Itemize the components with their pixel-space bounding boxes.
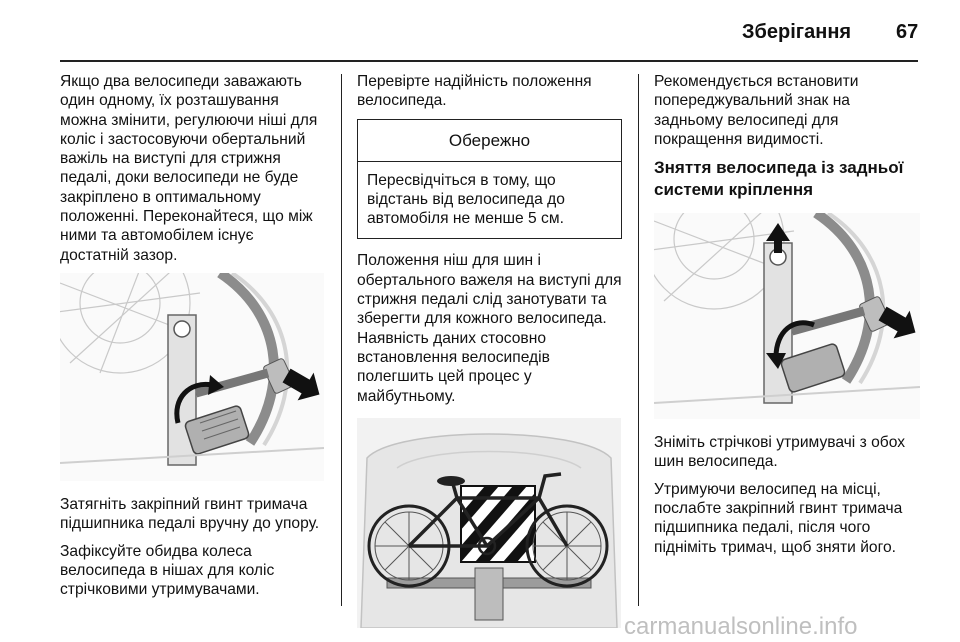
column-middle: [357, 72, 622, 628]
paragraph-lift-holder: Утримуючи велосипед на місці, послабте закріпний гвинт тримача підшипника педалі, після чого підніміть тримач, щоб зняти його.: [654, 480, 903, 556]
page-header: [0, 0, 960, 62]
header-divider: [60, 60, 918, 62]
paragraph-remove-straps: Зніміть стрічкові утримувачі з обох шин велосипеда.: [654, 434, 905, 471]
watermark: carmanualsonline.info: [624, 613, 858, 640]
paragraph-check-position: Перевірте надійність положення велосипеда.: [357, 73, 592, 110]
page-number: 67: [896, 21, 919, 43]
caution-box: [357, 119, 622, 240]
paragraph-warning-sign: Рекомендується встановити попереджувальний знак на задньому велосипеді для покращення видимості.: [654, 73, 859, 148]
paragraph-tighten-screw: Затягніть закріпний гвинт тримача підшипника педалі вручну до упору.: [60, 495, 320, 533]
section-title: Зберігання: [742, 21, 852, 43]
paragraph-adjust-position: Якщо два велосипеди заважають один одному, їх розташування можна змінити, регулюючи ніші для коліс і застосовуючи обертальний важіль на виступі для стрижня педалі, доки велосипеди не буде закріплено в оптимальному положенні. Переконайтеся, що між ними та автомобілем існує достатній зазор.: [60, 73, 318, 264]
caution-text: Пересвідчіться в тому, що відстань від велосипеда до автомобіля не менше 5 см.: [367, 171, 565, 228]
column-divider-2: [638, 74, 639, 606]
pedal-holder-removal-illustration: [654, 213, 920, 419]
caution-title: Обережно: [358, 120, 621, 162]
paragraph-record-positions: Положення ніш для шин і обертального важеля на виступі для стрижня педалі слід занотувати та зберегти для кожного велосипеда. Наявність даних стосовно встановлення велосипедів полегшить цей процес у майбутньому.: [357, 252, 622, 405]
column-right: [654, 72, 920, 565]
column-divider-1: [341, 74, 342, 606]
pedal-holder-illustration: [60, 273, 324, 481]
column-left: [60, 72, 324, 607]
paragraph-fix-wheels: Зафіксуйте обидва колеса велосипеда в нішах для коліс стрічковими утримувачами.: [60, 542, 275, 599]
bikes-on-carrier-illustration: [357, 418, 621, 628]
section-heading-removal: Зняття велосипеда із задньої системи кріплення: [654, 158, 904, 200]
